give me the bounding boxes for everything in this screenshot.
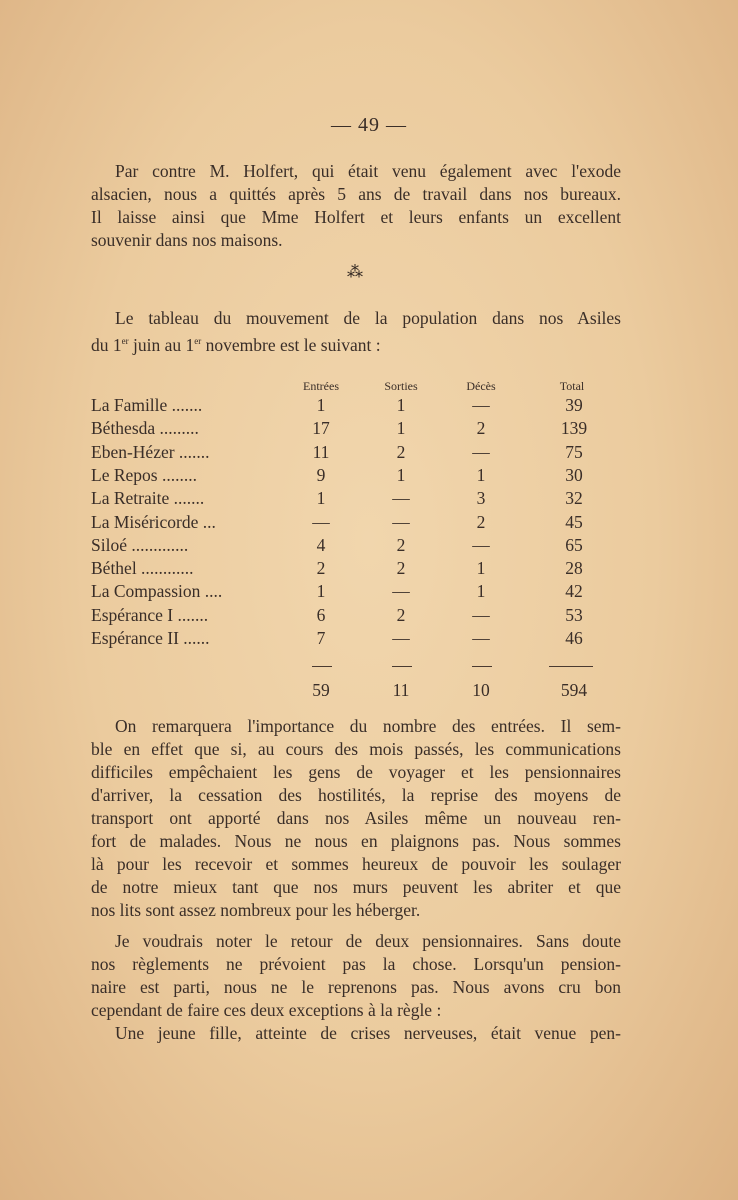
asile-name: Béthesda ......... xyxy=(91,418,199,439)
cell-entrees: 2 xyxy=(316,558,326,579)
total-entrees: 59 xyxy=(312,680,330,700)
cell-deces: 1 xyxy=(476,581,486,602)
cell-sorties: — xyxy=(392,581,410,602)
cell-total: 32 xyxy=(565,488,583,509)
totals-row xyxy=(91,680,651,704)
cell-total: 46 xyxy=(565,628,583,648)
sum-rule xyxy=(549,666,593,667)
cell-total: 65 xyxy=(565,534,583,555)
asile-name: Espérance I ....... xyxy=(91,604,209,625)
cell-deces: 2 xyxy=(476,511,486,532)
text-line: là pour les recevoir et sommes heureux de pouvoir les soulager xyxy=(91,854,621,874)
header-deces: Décès xyxy=(466,379,496,393)
asile-name: La Retraite ....... xyxy=(91,488,205,509)
cell-total: 75 xyxy=(565,441,583,462)
cell-entrees: 4 xyxy=(316,534,326,555)
text-line: cependant de faire ces deux exceptions à la règle : xyxy=(91,1000,442,1020)
cell-sorties: — xyxy=(392,511,410,532)
cell-deces: 3 xyxy=(476,488,486,509)
cell-total: 39 xyxy=(565,395,583,415)
cell-sorties: 2 xyxy=(396,534,406,555)
cell-entrees: 1 xyxy=(316,488,326,509)
cell-deces: — xyxy=(472,604,490,625)
table-row xyxy=(91,465,651,488)
cell-total: 45 xyxy=(565,511,583,532)
total-total: 594 xyxy=(560,680,588,700)
text-line: Je voudrais noter le retour de deux pensionnaires. Sans doute xyxy=(115,931,621,951)
paragraph-retour xyxy=(91,930,621,1045)
table-row xyxy=(91,558,651,581)
cell-deces: 1 xyxy=(476,464,486,485)
paragraph-holfert xyxy=(91,160,621,252)
total-sorties: 11 xyxy=(392,680,410,700)
cell-entrees: 6 xyxy=(316,604,326,625)
text-line: difficiles empêchaient les gens de voyager et les pensionnaires xyxy=(91,762,621,782)
cell-total: 139 xyxy=(560,418,588,439)
asile-name: Siloé ............. xyxy=(91,534,189,555)
text-line: Une jeune fille, atteinte de crises nerveuses, était venue pen- xyxy=(115,1023,621,1043)
asile-name: La Famille ....... xyxy=(91,395,203,415)
sum-rule xyxy=(312,666,332,667)
text-line: naire est parti, nous ne le reprenons pas. Nous avons cru bon xyxy=(91,977,621,997)
cell-sorties: 2 xyxy=(396,604,406,625)
cell-sorties: — xyxy=(392,628,410,648)
text-line: alsacien, nous a quittés après 5 ans de travail dans nos bureaux. xyxy=(91,184,621,204)
cell-total: 28 xyxy=(565,558,583,579)
cell-sorties: 1 xyxy=(396,418,406,439)
asile-name: Espérance II ...... xyxy=(91,628,210,648)
table-row xyxy=(91,628,651,651)
cell-entrees: 1 xyxy=(316,395,326,415)
header-total: Total xyxy=(559,379,585,393)
cell-total: 30 xyxy=(565,464,583,485)
paragraph-entrees xyxy=(91,715,621,922)
total-deces: 10 xyxy=(472,680,490,700)
page-number: — 49 — xyxy=(331,114,407,136)
cell-entrees: 1 xyxy=(316,581,326,602)
cell-sorties: 1 xyxy=(396,395,406,415)
text-line: fort de malades. Nous ne nous en plaignons pas. Nous sommes xyxy=(91,831,621,851)
table-row xyxy=(91,418,651,441)
cell-entrees: 11 xyxy=(312,441,330,462)
cell-deces: — xyxy=(472,395,490,415)
text-line: du 1er juin au 1er novembre est le suivant : xyxy=(91,334,381,355)
table-row xyxy=(91,395,651,418)
paragraph-intro-table xyxy=(91,307,621,357)
cell-entrees: — xyxy=(312,511,330,532)
asile-name: La Miséricorde ... xyxy=(91,511,216,532)
sum-rule xyxy=(472,666,492,667)
cell-deces: — xyxy=(472,628,490,648)
cell-sorties: — xyxy=(392,488,410,509)
cell-deces: — xyxy=(472,441,490,462)
text-line: ble en effet que si, au cours des mois passés, les communications xyxy=(91,739,621,759)
cell-deces: 2 xyxy=(476,418,486,439)
asterism: ⁂ xyxy=(347,264,363,281)
asile-name: Eben-Hézer ....... xyxy=(91,441,210,462)
cell-sorties: 1 xyxy=(396,464,406,485)
table-row xyxy=(91,605,651,628)
cell-sorties: 2 xyxy=(396,558,406,579)
text-line: Il laisse ainsi que Mme Holfert et leurs enfants un excellent xyxy=(91,207,621,227)
text-line: nos règlements ne prévoient pas la chose. Lorsqu'un pension- xyxy=(91,954,621,974)
asile-name: Le Repos ........ xyxy=(91,464,197,485)
table-row xyxy=(91,488,651,511)
cell-deces: — xyxy=(472,534,490,555)
cell-entrees: 9 xyxy=(316,464,326,485)
table-row xyxy=(91,581,651,604)
text-line: On remarquera l'importance du nombre des entrées. Il sem- xyxy=(115,716,621,736)
table-row xyxy=(91,535,651,558)
header-sorties: Sorties xyxy=(384,379,418,393)
table-row xyxy=(91,512,651,535)
cell-total: 42 xyxy=(565,581,583,602)
text-line: de notre mieux tant que nos murs peuvent les abriter et que xyxy=(91,877,621,897)
cell-total: 53 xyxy=(565,604,583,625)
cell-deces: 1 xyxy=(476,558,486,579)
cell-entrees: 17 xyxy=(312,418,330,439)
table-row xyxy=(91,442,651,465)
text-line: Par contre M. Holfert, qui était venu également avec l'exode xyxy=(115,161,621,181)
text-line: transport ont apporté dans nos Asiles même un nouveau ren- xyxy=(91,808,621,828)
header-entrees: Entrées xyxy=(303,379,339,393)
cell-sorties: 2 xyxy=(396,441,406,462)
sum-rule xyxy=(392,666,412,667)
asile-name: La Compassion .... xyxy=(91,581,223,602)
text-line: d'arriver, la cessation des hostilités, la reprise des moyens de xyxy=(91,785,621,805)
cell-entrees: 7 xyxy=(316,628,326,648)
text-line: Le tableau du mouvement de la population dans nos Asiles xyxy=(115,308,621,328)
text-line: nos lits sont assez nombreux pour les héberger. xyxy=(91,900,421,920)
text-line: souvenir dans nos maisons. xyxy=(91,230,283,250)
asile-name: Béthel ............ xyxy=(91,558,194,579)
